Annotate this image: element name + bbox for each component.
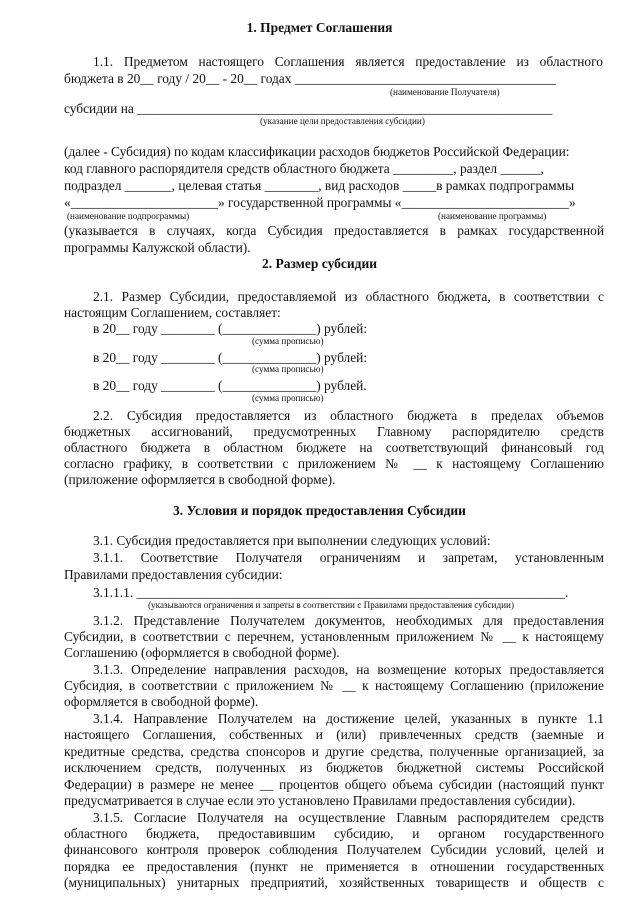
paragraph-line: 2.1. Размер Субсидии, предоставляемой из областного бюджета, в соответствии с bbox=[93, 289, 604, 304]
paragraph-line: (приложение оформляется в свободной форме). bbox=[64, 472, 336, 487]
paragraph-line: Субсидия, в соответствии с приложением № __ к настоящему Соглашению (приложение bbox=[64, 678, 604, 693]
paragraph-line: Субсидии, в соответствии с перечнем, установленным приложением № __ к настоящему bbox=[64, 629, 604, 644]
amount-line: в 20__ году ________ (______________) рублей: bbox=[93, 321, 368, 336]
restrictions-line: 3.1.1.1. ________________________________________________________________. bbox=[93, 585, 569, 600]
paragraph-line: 3.1. Субсидия предоставляется при выполнении следующих условий: bbox=[93, 533, 491, 548]
section-3-title: 3. Условия и порядок предоставления Субсидии bbox=[173, 503, 466, 518]
paragraph-line: Правилами предоставления субсидии: bbox=[64, 567, 283, 582]
paragraph-line: (далее - Субсидия) по кодам классификации расходов бюджетов Российской Федерации: bbox=[64, 144, 570, 159]
paragraph-line: 3.1.4. Направление Получателем на достижение целей, указанных в пункте 1.1 bbox=[93, 711, 604, 726]
paragraph-line: код главного распорядителя средств областного бюджета _________, раздел ______, bbox=[64, 161, 544, 176]
paragraph-line: 3.1.3. Определение направления расходов, на возмещение которых предоставляется bbox=[93, 662, 604, 677]
paragraph-line: оформляется в свободной форме). bbox=[64, 694, 259, 709]
section-2-title: 2. Размер субсидии bbox=[261, 256, 378, 271]
paragraph-line: (муниципальных) унитарных предприятий, хозяйственных товариществ и обществ с bbox=[64, 875, 604, 890]
paragraph-line: программы Калужской области). bbox=[64, 240, 251, 255]
paragraph-line: бюджетных ассигнований, предусмотренных Главному распорядителю средств bbox=[64, 424, 604, 439]
caption-subprogram-name: (наименование подпрограммы) bbox=[67, 211, 190, 221]
paragraph-line: настоящим Соглашением, составляет: bbox=[64, 305, 281, 320]
caption-program-name: (наименование программы) bbox=[438, 211, 547, 221]
section-1-title: 1. Предмет Соглашения bbox=[246, 20, 393, 35]
paragraph-line: 3.1.1. Соответствие Получателя ограничениям и запретам, установленным bbox=[93, 550, 604, 565]
amount-line: в 20__ году ________ (______________) рублей. bbox=[93, 378, 367, 393]
paragraph-line: порядка ее предоставления (пункт не применяется в отношении государственных bbox=[64, 859, 604, 874]
paragraph-line: 1.1. Предметом настоящего Соглашения является предоставление из областного bbox=[93, 54, 603, 69]
paragraph-line: 3.1.2. Представление Получателем документов, необходимых для предоставления bbox=[93, 613, 604, 628]
paragraph-line: бюджета в 20__ году / 20__ - 20__ годах _______________________________________ bbox=[64, 71, 556, 86]
paragraph-line: Соглашению (оформляется в свободной форме). bbox=[64, 645, 340, 660]
paragraph-line: «______________________» государственной программы «_________________________» bbox=[64, 195, 576, 210]
caption-amount-words: (сумма прописью) bbox=[252, 364, 324, 374]
paragraph-line: настоящего Соглашения, собственных и (или) привлеченных средств (заемные и bbox=[64, 727, 604, 742]
paragraph-line: областного бюджета в областном бюджете на соответствующий финансовый год bbox=[64, 440, 604, 455]
paragraph-line: финансового контроля проверок соблюдения Получателем Субсидии условий, целей и bbox=[64, 842, 604, 857]
paragraph-line: согласно графику, в соответствии с приложением № __ к настоящему Соглашению bbox=[64, 456, 604, 471]
caption-amount-words: (сумма прописью) bbox=[252, 336, 324, 346]
paragraph-line: 3.1.5. Согласие Получателя на осуществление Главным распорядителем средств bbox=[93, 810, 604, 825]
paragraph-line: областного бюджета, предоставившим субсидию, и органом государственного bbox=[64, 826, 604, 841]
caption-subsidy-purpose: (указание цели предоставления субсидии) bbox=[260, 116, 425, 126]
paragraph-line: 2.2. Субсидия предоставляется из областного бюджета в пределах объемов bbox=[93, 408, 604, 423]
paragraph-line: кредитные средства, средства спонсоров и другие средства, полученные организацией, за bbox=[64, 744, 604, 759]
caption-restrictions: (указываются ограничения и запреты в соответствии с Правилами предоставления субсидии) bbox=[148, 600, 515, 610]
paragraph-line: (указывается в случаях, когда Субсидия предоставляется в рамках государственной bbox=[64, 223, 604, 238]
paragraph-line: подраздел _______, целевая статья ________, вид расходов _____в рамках подпрограммы bbox=[64, 178, 575, 193]
paragraph-line: предусматривается в случае если это установлено Правилами предоставления субсидии). bbox=[64, 793, 576, 808]
paragraph-line: Федерации) в размере не менее __ процентов общего объема субсидии (настоящий пункт bbox=[64, 777, 604, 792]
paragraph-line: субсидии на ______________________________________________________________ bbox=[64, 101, 553, 116]
caption-recipient-name: (наименование Получателя) bbox=[390, 87, 500, 97]
paragraph-line: исключением средств, полученных из бюджетов бюджетной системы Российской bbox=[64, 760, 604, 775]
amount-line: в 20__ году ________ (______________) рублей: bbox=[93, 350, 368, 365]
caption-amount-words: (сумма прописью) bbox=[252, 393, 324, 403]
